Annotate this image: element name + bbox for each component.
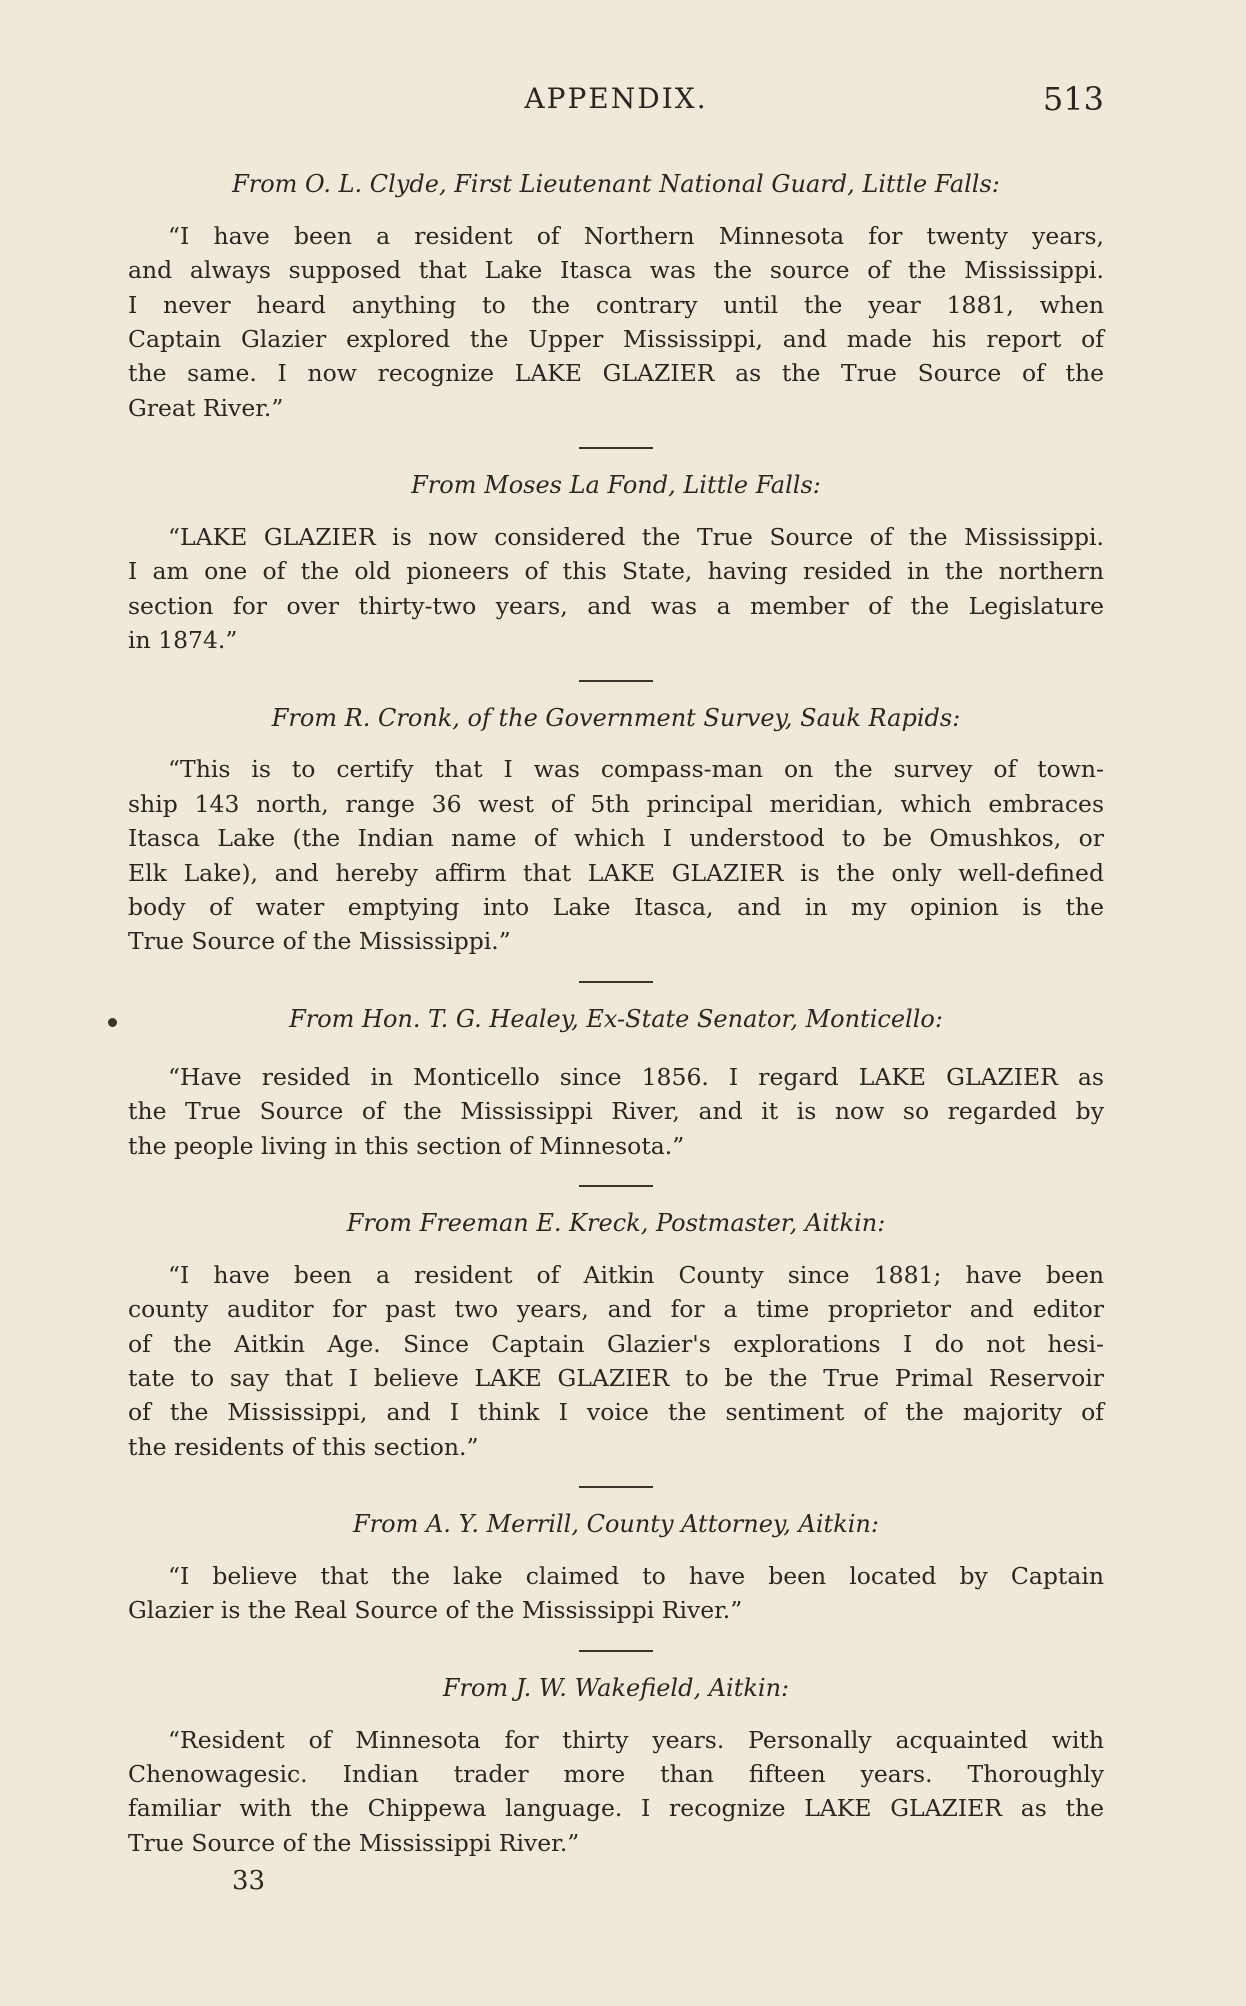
divider-rule — [579, 1650, 653, 1652]
divider-rule — [579, 981, 653, 983]
quote-line: the True Source of the Mississippi River, and it is now so regarded by — [128, 1097, 1104, 1126]
quote-line: Captain Glazier explored the Upper Mississippi, and made his report of — [128, 325, 1104, 354]
entry-heading: From O. L. Clyde, First Lieutenant National Guard, Little Falls: — [232, 170, 1000, 198]
quote-line: “This is to certify that I was compass-man on the survey of town- — [168, 755, 1104, 784]
page-header — [128, 82, 1104, 122]
quote-line: I never heard anything to the contrary until the year 1881, when — [128, 290, 1104, 319]
divider-rule — [579, 1185, 653, 1187]
entry-heading: From J. W. Wakefield, Aitkin: — [442, 1673, 790, 1702]
testimonial-entry — [128, 1209, 1104, 1464]
quote-line: True Source of the Mississippi.” — [128, 927, 511, 956]
quote-line: and always supposed that Lake Itasca was the source of the Mississippi. — [128, 256, 1104, 285]
testimonial-entry — [128, 1510, 1104, 1628]
page-number: 513 — [1042, 80, 1104, 118]
testimonial-entry — [128, 1674, 1104, 1860]
entry-heading: From A. Y. Merrill, County Attorney, Aitkin: — [353, 1510, 879, 1539]
signature-mark: 33 — [232, 1866, 266, 1896]
entry-quote — [128, 752, 1104, 958]
quote-line: tate to say that I believe LAKE GLAZIER to be the True Primal Reservoir — [128, 1363, 1104, 1392]
testimonial-entry — [128, 471, 1104, 657]
quote-line: “I have been a resident of Aitkin County since 1881; have been — [168, 1260, 1104, 1289]
quote-line: of the Mississippi, and I think I voice the sentiment of the majority of — [128, 1398, 1104, 1427]
entry-heading: From Moses La Fond, Little Falls: — [411, 471, 821, 500]
entry-quote — [128, 1723, 1104, 1861]
quote-line: the residents of this section.” — [128, 1432, 479, 1461]
quote-line: the same. I now recognize LAKE GLAZIER as the True Source of the — [128, 359, 1104, 388]
divider-rule — [579, 447, 653, 449]
testimonial-entry — [128, 170, 1104, 425]
quote-line: “LAKE GLAZIER is now considered the True Source of the Mississippi. — [168, 523, 1104, 552]
quote-line: Itasca Lake (the Indian name of which I understood to be Omushkos, or — [128, 824, 1104, 853]
quote-line: in 1874.” — [128, 626, 238, 655]
divider-rule — [579, 1486, 653, 1488]
testimonial-entry — [128, 704, 1104, 959]
quote-line: familiar with the Chippewa language. I recognize LAKE GLAZIER as the — [128, 1794, 1104, 1823]
entry-heading: From Freeman E. Kreck, Postmaster, Aitkin: — [346, 1208, 886, 1237]
page-body — [128, 170, 1104, 1860]
entry-quote — [128, 1060, 1104, 1163]
quote-line: Great River.” — [128, 393, 284, 422]
quote-line: ship 143 north, range 36 west of 5th principal meridian, which embraces — [128, 789, 1104, 818]
divider-rule — [579, 680, 653, 682]
ink-speck — [108, 1018, 117, 1027]
quote-line: “I have been a resident of Northern Minnesota for twenty years, — [168, 221, 1104, 250]
entry-quote — [128, 219, 1104, 425]
quote-line: the people living in this section of Minnesota.” — [128, 1131, 685, 1160]
testimonial-entry — [128, 1005, 1104, 1163]
quote-line: of the Aitkin Age. Since Captain Glazier's explorations I do not hesi- — [128, 1329, 1104, 1358]
quote-line: Chenowagesic. Indian trader more than fifteen years. Thoroughly — [128, 1759, 1104, 1788]
quote-line: “Resident of Minnesota for thirty years. Personally acquainted with — [168, 1725, 1104, 1754]
entry-heading: From Hon. T. G. Healey, Ex-State Senator, Monticello: — [289, 1004, 943, 1033]
quote-line: Glazier is the Real Source of the Mississippi River.” — [128, 1596, 743, 1625]
quote-line: Elk Lake), and hereby affirm that LAKE GLAZIER is the only well-defined — [128, 858, 1104, 887]
entry-quote — [128, 1258, 1104, 1464]
quote-line: body of water emptying into Lake Itasca, and in my opinion is the — [128, 893, 1104, 922]
quote-line: I am one of the old pioneers of this State, having resided in the northern — [128, 557, 1104, 586]
quote-line: “Have resided in Monticello since 1856. I regard LAKE GLAZIER as — [168, 1062, 1104, 1091]
quote-line: True Source of the Mississippi River.” — [128, 1828, 580, 1857]
quote-line: “I believe that the lake claimed to have been located by Captain — [168, 1561, 1104, 1590]
entry-quote — [128, 1559, 1104, 1628]
entry-heading: From R. Cronk, of the Government Survey, Sauk Rapids: — [271, 703, 961, 732]
quote-line: section for over thirty-two years, and was a member of the Legislature — [128, 591, 1104, 620]
running-head: APPENDIX. — [524, 82, 708, 115]
quote-line: county auditor for past two years, and for a time proprietor and editor — [128, 1295, 1104, 1324]
entry-quote — [128, 520, 1104, 658]
